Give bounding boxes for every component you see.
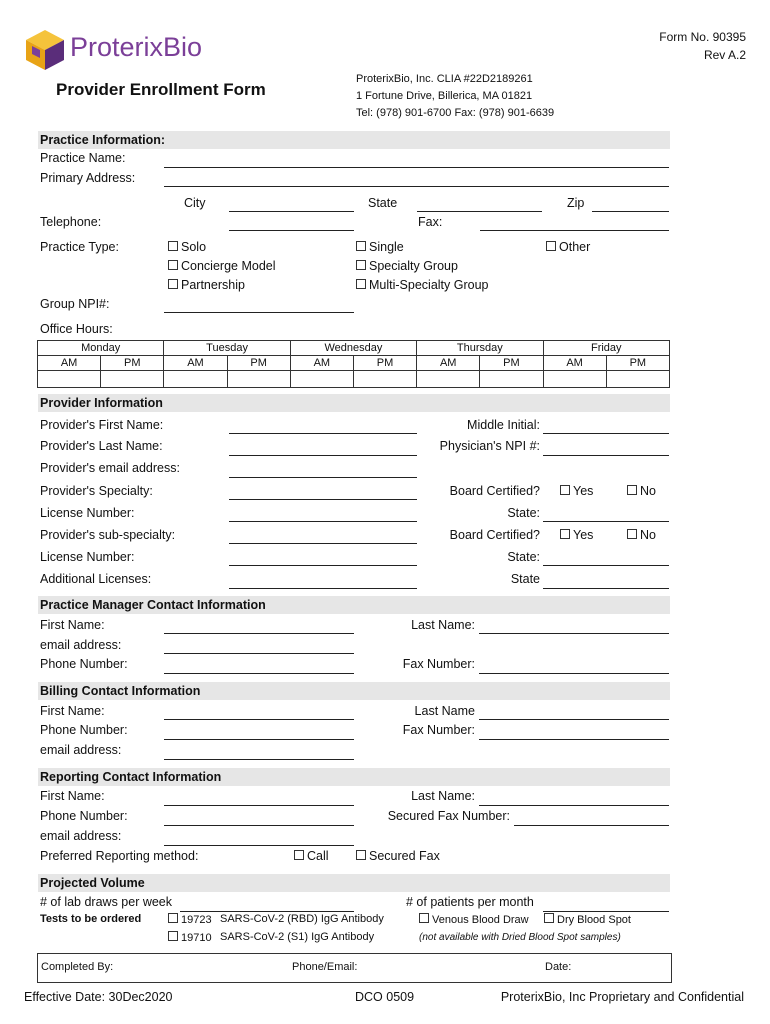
- middle-initial-field[interactable]: [543, 433, 669, 434]
- phone-email-label: Phone/Email:: [292, 961, 358, 973]
- billing-phone-label: Phone Number:: [40, 723, 128, 737]
- provider-last-name-label: Provider's Last Name:: [40, 439, 163, 453]
- provider-last-name-field[interactable]: [229, 455, 417, 456]
- manager-last-name-label: Last Name:: [411, 618, 475, 632]
- type-concierge-option[interactable]: Concierge Model: [168, 259, 276, 273]
- patients-per-month-label: # of patients per month: [406, 895, 534, 909]
- type-other-option[interactable]: Other: [546, 240, 590, 254]
- effective-date: Effective Date: 30Dec2020: [24, 990, 173, 1004]
- billing-fax-label: Fax Number:: [402, 723, 475, 737]
- billing-last-name-label: Last Name: [414, 704, 475, 718]
- manager-email-field[interactable]: [164, 653, 354, 654]
- license-state-label: State:: [507, 506, 540, 520]
- checkbox[interactable]: [168, 913, 178, 923]
- billing-last-name-field[interactable]: [479, 719, 669, 720]
- group-npi-label: Group NPI#:: [40, 297, 110, 311]
- type-partnership-option[interactable]: Partnership: [168, 278, 245, 292]
- patients-per-month-field[interactable]: [543, 911, 669, 912]
- license-state-field[interactable]: [543, 521, 669, 522]
- board-certified-label: Board Certified?: [449, 484, 540, 498]
- checkbox[interactable]: [168, 241, 178, 251]
- provider-specialty-label: Provider's Specialty:: [40, 484, 153, 498]
- revision: Rev A.2: [703, 48, 746, 62]
- hours-cell[interactable]: [543, 371, 606, 388]
- sub-specialty-field[interactable]: [229, 543, 417, 544]
- tests-ordered-label: Tests to be ordered: [40, 913, 142, 925]
- checkbox[interactable]: [356, 279, 366, 289]
- checkbox[interactable]: [356, 850, 366, 860]
- checkbox[interactable]: [356, 260, 366, 270]
- board-certified-2-yes[interactable]: Yes: [560, 528, 593, 542]
- pm-header: PM: [101, 356, 164, 371]
- day-tuesday: Tuesday: [164, 341, 290, 356]
- secured-fax-label: Secured Fax Number:: [387, 809, 510, 823]
- license-number-2-field[interactable]: [229, 565, 417, 566]
- manager-last-name-field[interactable]: [479, 633, 669, 634]
- dried-blood-spot-note: (not available with Dried Blood Spot samples): [419, 932, 621, 943]
- type-multi-specialty-option[interactable]: Multi-Specialty Group: [356, 278, 489, 292]
- checkbox[interactable]: [560, 485, 570, 495]
- fax-field[interactable]: [480, 230, 669, 231]
- am-header: AM: [290, 356, 353, 371]
- proprietary-notice: ProterixBio, Inc Proprietary and Confidential: [500, 990, 744, 1004]
- state-label: State: [368, 196, 398, 210]
- billing-first-name-label: First Name:: [40, 704, 105, 718]
- billing-fax-field[interactable]: [479, 739, 669, 740]
- manager-fax-field[interactable]: [479, 673, 669, 674]
- license-state-2-field[interactable]: [543, 565, 669, 566]
- middle-initial-label: Middle Initial:: [467, 418, 540, 432]
- test-19710-option[interactable]: 19710: [168, 931, 212, 944]
- date-label: Date:: [545, 961, 572, 973]
- board-certified-2-no[interactable]: No: [627, 528, 656, 542]
- venous-blood-draw-option[interactable]: Venous Blood Draw: [419, 913, 529, 926]
- practice-type-label: Practice Type:: [40, 240, 119, 254]
- additional-licenses-field[interactable]: [229, 588, 417, 589]
- reporting-last-name-label: Last Name:: [411, 789, 475, 803]
- am-header: AM: [164, 356, 227, 371]
- hours-cell[interactable]: [353, 371, 416, 388]
- manager-first-name-label: First Name:: [40, 618, 105, 632]
- hours-cell[interactable]: [101, 371, 164, 388]
- checkbox[interactable]: [560, 529, 570, 539]
- manager-email-label: email address:: [40, 638, 122, 652]
- manager-fax-label: Fax Number:: [402, 657, 475, 671]
- provider-email-label: Provider's email address:: [40, 461, 180, 475]
- billing-email-label: email address:: [40, 743, 122, 757]
- address-line: 1 Fortune Drive, Billerica, MA 01821: [356, 90, 533, 102]
- checkbox[interactable]: [546, 241, 556, 251]
- page-title: Provider Enrollment Form: [56, 80, 266, 99]
- form-number: Form No. 90395: [659, 30, 746, 44]
- provider-email-field[interactable]: [229, 477, 417, 478]
- hours-cell[interactable]: [480, 371, 543, 388]
- hours-cell[interactable]: [290, 371, 353, 388]
- dry-blood-spot-option[interactable]: Dry Blood Spot: [544, 913, 631, 926]
- telephone-field[interactable]: [229, 230, 354, 231]
- hours-cell[interactable]: [606, 371, 669, 388]
- board-certified-2-label: Board Certified?: [449, 528, 540, 542]
- telephone-label: Telephone:: [40, 215, 102, 229]
- physician-npi-field[interactable]: [543, 455, 669, 456]
- section-provider-information: Provider Information: [38, 394, 670, 412]
- city-field[interactable]: [229, 211, 354, 212]
- license-number-2-label: License Number:: [40, 550, 135, 564]
- reporting-email-field[interactable]: [164, 845, 354, 846]
- am-header: AM: [417, 356, 480, 371]
- pm-header: PM: [480, 356, 543, 371]
- section-projected-volume: Projected Volume: [38, 874, 670, 892]
- hours-cell[interactable]: [38, 371, 101, 388]
- fax-label: Fax:: [418, 215, 443, 229]
- practice-name-field[interactable]: [164, 167, 669, 168]
- lab-draws-field[interactable]: [180, 911, 354, 912]
- checkbox[interactable]: [627, 485, 637, 495]
- am-header: AM: [38, 356, 101, 371]
- type-specialty-group-option[interactable]: Specialty Group: [356, 259, 458, 273]
- test-19723-name: SARS-CoV-2 (RBD) IgG Antibody: [220, 913, 384, 925]
- completed-by-label: Completed By:: [41, 961, 114, 973]
- test-19723-option[interactable]: 19723: [168, 913, 212, 926]
- type-solo-option[interactable]: Solo: [168, 240, 206, 254]
- primary-address-label: Primary Address:: [40, 171, 136, 185]
- section-billing-contact: Billing Contact Information: [38, 682, 670, 700]
- logo-cube-icon: [24, 28, 66, 72]
- zip-field[interactable]: [592, 211, 669, 212]
- day-friday: Friday: [543, 341, 670, 356]
- checkbox[interactable]: [294, 850, 304, 860]
- section-practice-information: Practice Information:: [38, 131, 670, 149]
- checkbox[interactable]: [168, 260, 178, 270]
- zip-label: Zip: [567, 196, 585, 210]
- checkbox[interactable]: [168, 279, 178, 289]
- manager-phone-field[interactable]: [164, 673, 354, 674]
- reporting-first-name-field[interactable]: [164, 805, 354, 806]
- group-npi-field[interactable]: [164, 312, 354, 313]
- board-certified-no[interactable]: No: [627, 484, 656, 498]
- day-wednesday: Wednesday: [290, 341, 416, 356]
- hours-cell[interactable]: [417, 371, 480, 388]
- license-number-label: License Number:: [40, 506, 135, 520]
- billing-email-field[interactable]: [164, 759, 354, 760]
- additional-state-label: State: [510, 572, 540, 586]
- checkbox[interactable]: [356, 241, 366, 251]
- method-call-option[interactable]: Call: [294, 849, 329, 863]
- board-certified-yes[interactable]: Yes: [560, 484, 593, 498]
- day-thursday: Thursday: [417, 341, 543, 356]
- checkbox[interactable]: [627, 529, 637, 539]
- provider-specialty-field[interactable]: [229, 499, 417, 500]
- pm-header: PM: [606, 356, 669, 371]
- section-practice-manager: Practice Manager Contact Information: [38, 596, 670, 614]
- pm-header: PM: [353, 356, 416, 371]
- method-secured-fax-option[interactable]: Secured Fax: [356, 849, 440, 863]
- additional-licenses-label: Additional Licenses:: [40, 572, 152, 586]
- physician-npi-label: Physician's NPI #:: [439, 439, 540, 453]
- provider-first-name-label: Provider's First Name:: [40, 418, 164, 432]
- license-number-field[interactable]: [229, 521, 417, 522]
- reporting-method-label: Preferred Reporting method:: [40, 849, 199, 863]
- reporting-first-name-label: First Name:: [40, 789, 105, 803]
- hours-cell[interactable]: [164, 371, 227, 388]
- billing-first-name-field[interactable]: [164, 719, 354, 720]
- primary-address-field[interactable]: [164, 186, 669, 187]
- test-19710-name: SARS-CoV-2 (S1) IgG Antibody: [220, 931, 375, 943]
- office-hours-table: [37, 340, 670, 388]
- additional-state-field[interactable]: [543, 588, 669, 589]
- sub-specialty-label: Provider's sub-specialty:: [40, 528, 176, 542]
- pm-header: PM: [227, 356, 290, 371]
- type-single-option[interactable]: Single: [356, 240, 404, 254]
- dco-number: DCO 0509: [355, 990, 415, 1004]
- checkbox[interactable]: [544, 913, 554, 923]
- hours-cell[interactable]: [227, 371, 290, 388]
- reporting-phone-label: Phone Number:: [40, 809, 128, 823]
- state-field[interactable]: [417, 211, 542, 212]
- am-header: AM: [543, 356, 606, 371]
- license-state-2-label: State:: [507, 550, 540, 564]
- practice-name-label: Practice Name:: [40, 151, 126, 165]
- billing-phone-field[interactable]: [164, 739, 354, 740]
- checkbox[interactable]: [419, 913, 429, 923]
- city-label: City: [184, 196, 206, 210]
- secured-fax-field[interactable]: [514, 825, 669, 826]
- provider-first-name-field[interactable]: [229, 433, 417, 434]
- phone-line: Tel: (978) 901-6700 Fax: (978) 901-6639: [356, 107, 555, 119]
- completed-by-box[interactable]: [37, 953, 672, 983]
- manager-first-name-field[interactable]: [164, 633, 354, 634]
- checkbox[interactable]: [168, 931, 178, 941]
- lab-draws-label: # of lab draws per week: [40, 895, 173, 909]
- day-monday: Monday: [38, 341, 164, 356]
- manager-phone-label: Phone Number:: [40, 657, 128, 671]
- office-hours-label: Office Hours:: [40, 322, 113, 336]
- logo-text: ProterixBio: [70, 32, 203, 62]
- reporting-email-label: email address:: [40, 829, 122, 843]
- reporting-phone-field[interactable]: [164, 825, 354, 826]
- section-reporting-contact: Reporting Contact Information: [38, 768, 670, 786]
- reporting-last-name-field[interactable]: [479, 805, 669, 806]
- company-line: ProterixBio, Inc. CLIA #22D2189261: [356, 73, 533, 85]
